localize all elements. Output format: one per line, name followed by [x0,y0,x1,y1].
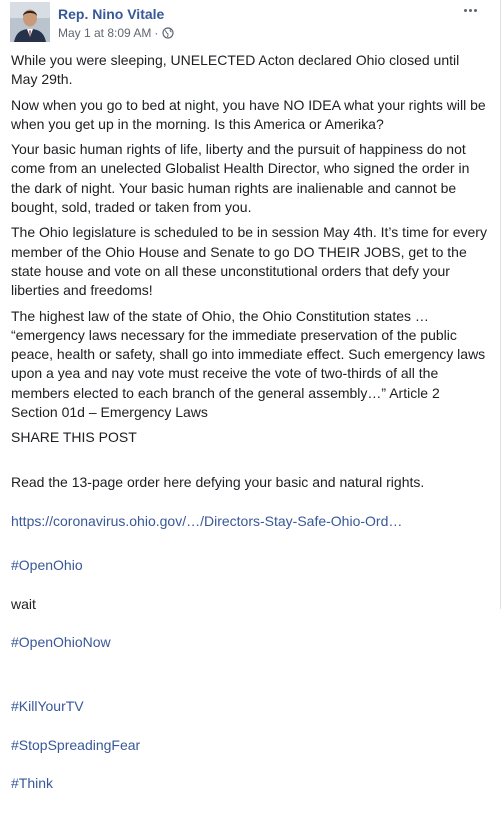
post-paragraph: Now when you go to bed at night, you have NO IDEA what your rights will be when you get up in the morning. Is this America or Amerika? [11,96,486,132]
meta-separator: · [154,26,159,40]
author-avatar[interactable] [10,2,50,42]
read-order-paragraph [11,454,489,531]
hashtag-think[interactable]: #Think [11,775,54,792]
more-options-icon[interactable] [460,2,480,18]
post-paragraph: The Ohio legislature is scheduled to be in session May 4th. It’s time for every member of the Ohio House and Senate to go DO THEIR JOBS, get to the state house and vote on all these unconstitutional orders that defy your liberties and freedoms! [11,224,487,299]
hashtag-open-ohio[interactable]: #OpenOhio [11,557,83,574]
hashtag-stop-spreading-fear[interactable]: #StopSpreadingFear [11,736,141,753]
hashtag-open-ohio-now[interactable]: #OpenOhioNow [11,634,111,651]
avatar-image [10,2,50,42]
wait-text: wait [11,595,36,612]
author-name[interactable]: Rep. Nino Vitale [58,6,165,22]
globe-icon[interactable] [162,27,174,39]
share-this-post-text: SHARE THIS POST [11,429,137,446]
post-meta [58,26,174,40]
post-header [10,2,490,46]
hashtag-kill-your-tv[interactable]: #KillYourTV [11,698,84,715]
post-timestamp[interactable]: May 1 at 8:09 AM [58,26,152,40]
order-link[interactable]: https://coronavirus.ohio.gov/…/Directors-Stay-Safe-Ohio-Ord… [11,512,403,529]
read-order-text: Read the 13-page order here defying your basic and natural rights. [11,473,425,490]
post-paragraph: Your basic human rights of life, liberty and the pursuit of happiness do not come from an unelected Globalist Health Director, who signed the order in the dark of night. Your basic human rights are inalienable and cannot be bought, sold, traded or taken from you. [11,141,470,216]
hashtag-group-1 [11,537,489,672]
post-paragraph: The highest law of the state of Ohio, the Ohio Constitution states … “emergency laws necessary for the immediate preservation of the public peace, health or safety, shall go into immediate effect. Such emergency laws upon a yea and nay vote must receive the vote of two-thirds of all the members elected to each branch of the general assembly…” Article 2 Section 01d – Emergency Laws [11,307,486,421]
post-paragraph: While you were sleeping, UNELECTED Acton declared Ohio closed until May 29th. [11,52,460,88]
hashtag-group-2 [11,678,489,813]
post-body [11,51,489,819]
